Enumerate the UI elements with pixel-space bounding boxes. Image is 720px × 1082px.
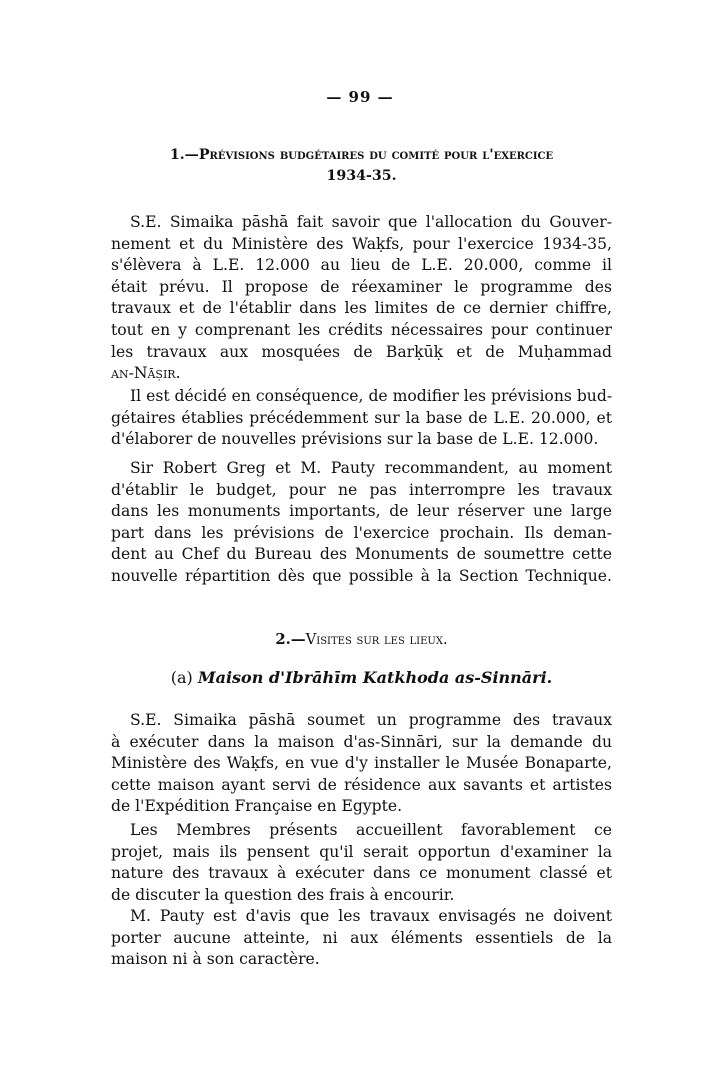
- paragraph-decision: [111, 386, 612, 451]
- text-line: s'élèvera à L.E. 12.000 au lieu de L.E. 20.000, comme il: [111, 256, 612, 275]
- text-line: S.E. Simaika pāshā fait savoir que l'allocation du Gouver-: [130, 213, 612, 231]
- section-2-title: Visites sur les lieux.: [305, 631, 448, 648]
- page-number: — 99 —: [326, 88, 394, 106]
- text-line: M. Pauty est d'avis que les travaux envisagés ne doivent: [130, 907, 612, 925]
- text-line: de l'Expédition Française en Egypte.: [111, 797, 403, 816]
- text-line: cette maison ayant servi de résidence aux savants et artistes: [111, 775, 612, 794]
- paragraph-recommendation: [111, 458, 612, 588]
- paragraph-members: [111, 820, 612, 906]
- text-line: tout en y comprenant les crédits nécessaires pour continuer: [111, 320, 612, 339]
- text-line: les travaux aux mosquées de Barḳūḳ et de Muḥammad: [111, 342, 612, 361]
- subsection-a-heading: [111, 668, 612, 687]
- text-line: porter aucune atteinte, ni aux éléments essentiels de la: [111, 928, 612, 947]
- subsection-title: Maison d'Ibrāhīm Katkhoda as-Sinnāri.: [197, 668, 553, 687]
- text-line: nement et du Ministère des Waḳfs, pour l'exercice 1934-35,: [111, 234, 612, 253]
- paragraph-pauty-opinion: [111, 906, 612, 971]
- text-line: nouvelle répartition dès que possible à la Section Technique.: [111, 566, 612, 585]
- text-line: part dans les prévisions de l'exercice prochain. Ils deman-: [111, 523, 612, 542]
- text-line: travaux et de l'établir dans les limites de ce dernier chiffre,: [111, 299, 612, 318]
- text-line: an-Nāṣir.: [111, 364, 181, 383]
- section-2-number: 2.—: [275, 631, 306, 648]
- section-1-number: 1.—: [169, 147, 199, 163]
- paragraph-programme: [111, 710, 612, 818]
- text-line: Il est décidé en conséquence, de modifier les prévisions bud-: [130, 387, 613, 405]
- text-line: Les Membres présents accueillent favorablement ce: [130, 821, 612, 839]
- subsection-label: (a): [170, 668, 193, 687]
- paragraph-allocation: [111, 212, 612, 385]
- text-line: gétaires établies précédemment sur la base de L.E. 20.000, et: [111, 408, 612, 427]
- text-line: S.E. Simaika pāshā soumet un programme des travaux: [130, 711, 612, 729]
- text-line: dent au Chef du Bureau des Monuments de soumettre cette: [111, 545, 612, 564]
- section-2-heading: [111, 629, 612, 650]
- text-line: dans les monuments importants, de leur réserver une large: [111, 502, 612, 521]
- text-line: était prévu. Il propose de réexaminer le programme des: [111, 277, 612, 296]
- text-line: nature des travaux à exécuter dans ce monument classé et: [111, 864, 612, 883]
- section-1-year: 1934-35.: [326, 168, 397, 184]
- section-1-heading: [111, 145, 612, 187]
- text-line: à exécuter dans la maison d'as-Sinnāri, sur la demande du: [111, 732, 612, 751]
- text-line: Ministère des Waḳfs, en vue d'y installer le Musée Bonaparte,: [111, 754, 612, 773]
- text-line: d'établir le budget, pour ne pas interrompre les travaux: [111, 480, 612, 499]
- text-line: Sir Robert Greg et M. Pauty recommandent, au moment: [130, 459, 612, 477]
- text-line: maison ni à son caractère.: [111, 950, 320, 969]
- text-line: d'élaborer de nouvelles prévisions sur la base de L.E. 12.000.: [111, 430, 599, 449]
- section-1-title: Prévisions budgétaires du comité pour l'exercice: [198, 147, 554, 163]
- text-line: de discuter la question des frais à encourir.: [111, 885, 455, 904]
- text-line: projet, mais ils pensent qu'il serait opportun d'examiner la: [111, 842, 612, 861]
